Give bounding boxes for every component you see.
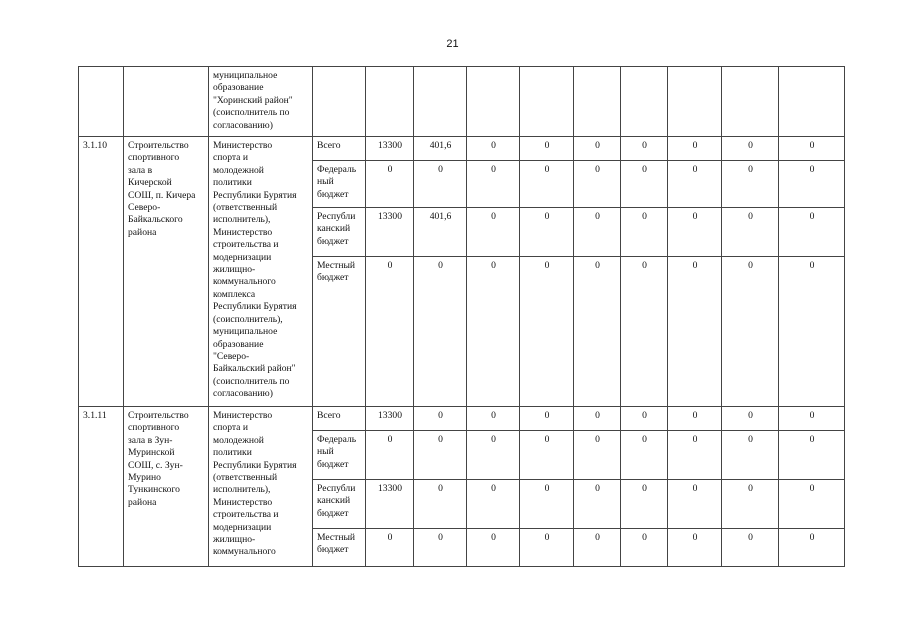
amount-cell: 0 (779, 431, 845, 480)
executor-cell: Министерство спорта и молодежной политики Республики Бурятия (ответственный исполнитель), Министерство строительства и модернизации жилищно- коммунального (209, 407, 313, 567)
amount-cell: 0 (722, 161, 779, 208)
funding-source: Всего (313, 137, 366, 161)
amount-cell: 0 (414, 407, 467, 431)
amount-cell: 0 (520, 480, 574, 529)
amount-cell: 0 (574, 137, 621, 161)
amount-cell: 0 (722, 407, 779, 431)
cell-empty (621, 67, 668, 137)
amount-cell: 0 (779, 257, 845, 407)
cell-empty (124, 67, 209, 137)
amount-cell: 0 (779, 208, 845, 257)
amount-cell: 0 (467, 480, 520, 529)
amount-cell: 0 (779, 161, 845, 208)
amount-cell: 0 (668, 407, 722, 431)
amount-cell: 0 (668, 431, 722, 480)
amount-cell: 0 (366, 529, 414, 567)
table-row (79, 407, 845, 431)
amount-cell: 0 (668, 257, 722, 407)
funding-source: Федераль ный бюджет (313, 161, 366, 208)
amount-cell: 0 (467, 137, 520, 161)
page-number: 21 (446, 38, 459, 50)
amount-cell: 0 (414, 431, 467, 480)
amount-cell: 0 (520, 208, 574, 257)
amount-cell: 0 (722, 208, 779, 257)
funding-source: Республи канский бюджет (313, 208, 366, 257)
amount-cell: 0 (779, 480, 845, 529)
amount-cell: 0 (779, 529, 845, 567)
amount-cell: 0 (668, 529, 722, 567)
amount-cell: 0 (520, 137, 574, 161)
cell-empty (779, 67, 845, 137)
cell-empty (366, 67, 414, 137)
funding-source: Республи канский бюджет (313, 480, 366, 529)
amount-cell: 0 (668, 208, 722, 257)
cell-empty (668, 67, 722, 137)
amount-cell: 0 (366, 161, 414, 208)
amount-cell: 0 (467, 529, 520, 567)
amount-cell: 0 (621, 137, 668, 161)
amount-cell: 0 (414, 161, 467, 208)
amount-cell: 401,6 (414, 208, 467, 257)
cell-empty (520, 67, 574, 137)
amount-cell: 13300 (366, 137, 414, 161)
cell-empty (313, 67, 366, 137)
amount-cell: 0 (520, 431, 574, 480)
table-body (79, 67, 845, 567)
amount-cell: 0 (574, 529, 621, 567)
amount-cell: 0 (722, 257, 779, 407)
cell-empty (574, 67, 621, 137)
amount-cell: 0 (467, 161, 520, 208)
amount-cell: 0 (722, 137, 779, 161)
measure-name: Строительство спортивного зала в Зун- Муринской СОШ, с. Зун- Мурино Тункинского района (124, 407, 209, 567)
amount-cell: 0 (668, 480, 722, 529)
amount-cell: 401,6 (414, 137, 467, 161)
amount-cell: 0 (668, 161, 722, 208)
measure-name: Строительство спортивного зала в Кичерской СОШ, п. Кичера Северо- Байкальского района (124, 137, 209, 407)
funding-source: Всего (313, 407, 366, 431)
amount-cell: 0 (621, 431, 668, 480)
cell-empty (79, 67, 124, 137)
amount-cell: 0 (668, 137, 722, 161)
table-row-continuation (79, 67, 845, 137)
amount-cell: 0 (574, 208, 621, 257)
amount-cell: 0 (779, 407, 845, 431)
amount-cell: 0 (722, 431, 779, 480)
amount-cell: 0 (467, 257, 520, 407)
amount-cell: 0 (722, 480, 779, 529)
amount-cell: 13300 (366, 208, 414, 257)
amount-cell: 0 (520, 161, 574, 208)
amount-cell: 0 (467, 407, 520, 431)
amount-cell: 0 (520, 407, 574, 431)
funding-source: Местный бюджет (313, 257, 366, 407)
amount-cell: 0 (574, 480, 621, 529)
amount-cell: 0 (621, 480, 668, 529)
executor-cell: муниципальное образование "Хоринский район" (соисполнитель по согласованию) (209, 67, 313, 137)
table-row (79, 137, 845, 161)
amount-cell: 0 (574, 407, 621, 431)
amount-cell: 0 (467, 431, 520, 480)
amount-cell: 13300 (366, 407, 414, 431)
amount-cell: 0 (722, 529, 779, 567)
measure-code: 3.1.11 (79, 407, 124, 567)
amount-cell: 0 (574, 431, 621, 480)
budget-table (78, 66, 845, 567)
amount-cell: 0 (574, 257, 621, 407)
cell-empty (467, 67, 520, 137)
amount-cell: 0 (467, 208, 520, 257)
amount-cell: 0 (621, 208, 668, 257)
amount-cell: 0 (414, 480, 467, 529)
amount-cell: 0 (520, 257, 574, 407)
amount-cell: 0 (779, 137, 845, 161)
amount-cell: 0 (414, 257, 467, 407)
amount-cell: 0 (414, 529, 467, 567)
amount-cell: 0 (621, 257, 668, 407)
cell-empty (722, 67, 779, 137)
executor-cell: Министерство спорта и молодежной политики Республики Бурятия (ответственный исполнитель), Министерство строительства и модернизации жилищно- коммунального комплекса Республики Бурятия (соисполнитель), муниципальное образование "Северо- Байкальский район" (соисполнитель по согласованию) (209, 137, 313, 407)
cell-empty (414, 67, 467, 137)
amount-cell: 0 (574, 161, 621, 208)
funding-source: Местный бюджет (313, 529, 366, 567)
amount-cell: 0 (366, 431, 414, 480)
amount-cell: 0 (366, 257, 414, 407)
measure-code: 3.1.10 (79, 137, 124, 407)
amount-cell: 0 (621, 161, 668, 208)
amount-cell: 0 (621, 529, 668, 567)
funding-source: Федераль ный бюджет (313, 431, 366, 480)
amount-cell: 13300 (366, 480, 414, 529)
amount-cell: 0 (621, 407, 668, 431)
amount-cell: 0 (520, 529, 574, 567)
